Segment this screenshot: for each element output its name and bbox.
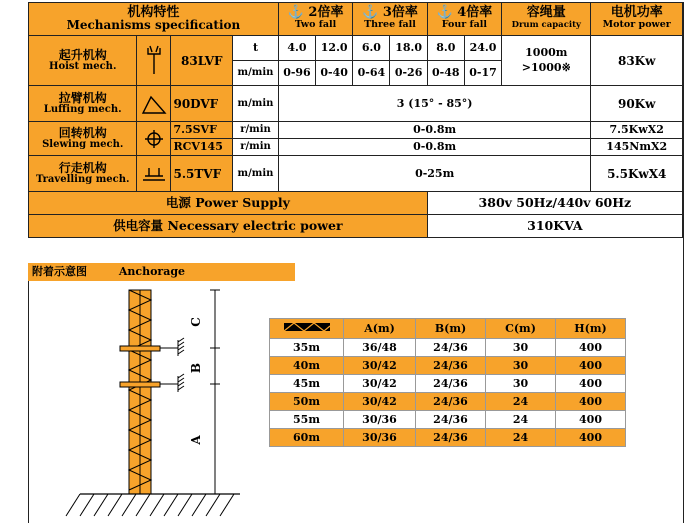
slewing-motor-1: 7.5KwX2 bbox=[591, 122, 683, 139]
dim-label-c: C bbox=[189, 317, 203, 327]
table-row bbox=[270, 375, 626, 393]
frame-line-left bbox=[28, 281, 29, 523]
travelling-motor: 5.5KwX4 bbox=[591, 156, 683, 192]
cell: 4.0 bbox=[278, 36, 315, 61]
hoist-motor: 83Kw bbox=[591, 36, 683, 86]
mechanism-spec-table bbox=[28, 2, 683, 238]
cell: 400 bbox=[556, 357, 626, 375]
header-drum-capacity: 容绳量 Drum capacity bbox=[502, 3, 591, 36]
cell: 24/36 bbox=[416, 429, 486, 447]
dim-label-a: A bbox=[189, 435, 203, 445]
cell: 30 bbox=[486, 357, 556, 375]
header-mechanisms: 机构特性 Mechanisms specification bbox=[29, 3, 279, 36]
cell: 30/42 bbox=[344, 357, 416, 375]
hook-icon: ⚓ bbox=[287, 5, 304, 20]
power-capacity-label: 供电容量 Necessary electric power bbox=[29, 215, 428, 238]
slewing-value-2: 0-0.8m bbox=[278, 139, 591, 156]
cell: 30 bbox=[486, 375, 556, 393]
travelling-unit: m/min bbox=[233, 156, 279, 192]
slewing-value-1: 0-0.8m bbox=[278, 122, 591, 139]
hoist-model: 83LVF bbox=[171, 36, 233, 86]
header-motor-power: 电机功率 Motor power bbox=[591, 3, 683, 36]
cell: 24/36 bbox=[416, 393, 486, 411]
cell: 36/48 bbox=[344, 339, 416, 357]
col-header: C(m) bbox=[486, 319, 556, 339]
header-four-fall: ⚓ 4倍率 Four fall bbox=[427, 3, 501, 36]
slewing-unit-1: r/min bbox=[233, 122, 279, 139]
cell: 400 bbox=[556, 411, 626, 429]
luffing-unit: m/min bbox=[233, 86, 279, 122]
cell: 55m bbox=[270, 411, 344, 429]
anchor-collar-lower bbox=[120, 382, 160, 387]
col-header: A(m) bbox=[344, 319, 416, 339]
hoist-drum-capacity: 1000m >1000※ bbox=[502, 36, 591, 86]
cell: 24 bbox=[486, 393, 556, 411]
slewing-model-1: 7.5SVF bbox=[171, 122, 233, 139]
anchorage-table bbox=[269, 318, 626, 447]
cell: 40m bbox=[270, 357, 344, 375]
cell: 35m bbox=[270, 339, 344, 357]
hook-icon: ⚓ bbox=[436, 5, 453, 20]
table-row bbox=[270, 429, 626, 447]
power-supply-label: 电源 Power Supply bbox=[29, 192, 428, 215]
cell: 45m bbox=[270, 375, 344, 393]
travelling-value: 0-25m bbox=[278, 156, 591, 192]
cell: 30/36 bbox=[344, 429, 416, 447]
frame-line-right bbox=[683, 2, 684, 523]
cell: 30/36 bbox=[344, 411, 416, 429]
hoist-unit-t: t bbox=[233, 36, 279, 61]
hoist-mech-label: 起升机构 Hoist mech. bbox=[29, 36, 137, 86]
slewing-mech-label: 回转机构 Slewing mech. bbox=[29, 122, 137, 156]
anchorage-corner-icon bbox=[270, 319, 344, 339]
luffing-motor: 90Kw bbox=[591, 86, 683, 122]
cell: 6.0 bbox=[353, 36, 390, 61]
hook-icon: ⚓ bbox=[362, 5, 379, 20]
cell: 0-26 bbox=[390, 61, 427, 86]
cell: 24/36 bbox=[416, 339, 486, 357]
cell: 0-96 bbox=[278, 61, 315, 86]
travelling-model: 5.5TVF bbox=[171, 156, 233, 192]
power-supply-value: 380v 50Hz/440v 60Hz bbox=[427, 192, 682, 215]
table-row bbox=[270, 411, 626, 429]
table-row bbox=[270, 357, 626, 375]
hoist-unit-speed: m/min bbox=[233, 61, 279, 86]
slewing-motor-2: 145NmX2 bbox=[591, 139, 683, 156]
travel-icon bbox=[137, 156, 171, 192]
cell: 50m bbox=[270, 393, 344, 411]
ground-hatch bbox=[66, 494, 234, 516]
cell: 0-48 bbox=[427, 61, 464, 86]
cell: 8.0 bbox=[427, 36, 464, 61]
cell: 30 bbox=[486, 339, 556, 357]
travelling-mech-label: 行走机构 Travelling mech. bbox=[29, 156, 137, 192]
cell: 24 bbox=[486, 429, 556, 447]
cell: 0-17 bbox=[464, 61, 501, 86]
col-header: H(m) bbox=[556, 319, 626, 339]
slewing-unit-2: r/min bbox=[233, 139, 279, 156]
anchorage-title-en: Anchorage bbox=[118, 265, 186, 278]
cell: 24/36 bbox=[416, 411, 486, 429]
wall-hatch-lower bbox=[178, 374, 184, 392]
slewing-icon bbox=[137, 122, 171, 156]
wall-hatch-upper bbox=[178, 338, 184, 356]
cell: 0-64 bbox=[353, 61, 390, 86]
cell: 400 bbox=[556, 375, 626, 393]
anchor-collar-upper bbox=[120, 346, 160, 351]
luffing-icon bbox=[137, 86, 171, 122]
cell: 0-40 bbox=[316, 61, 353, 86]
cell: 400 bbox=[556, 393, 626, 411]
anchorage-header bbox=[28, 263, 295, 281]
cell: 30/42 bbox=[344, 393, 416, 411]
cell: 12.0 bbox=[316, 36, 353, 61]
anchorage-title-zh: 附着示意图 bbox=[32, 265, 87, 278]
cell: 60m bbox=[270, 429, 344, 447]
cell: 400 bbox=[556, 339, 626, 357]
header-two-fall: ⚓ 2倍率 Two fall bbox=[278, 3, 352, 36]
table-row bbox=[270, 339, 626, 357]
luffing-model: 90DVF bbox=[171, 86, 233, 122]
cell: 30/42 bbox=[344, 375, 416, 393]
header-three-fall: ⚓ 3倍率 Three fall bbox=[353, 3, 427, 36]
cell: 18.0 bbox=[390, 36, 427, 61]
cell: 24/36 bbox=[416, 375, 486, 393]
cell: 24/36 bbox=[416, 357, 486, 375]
luffing-value: 3 (15° - 85°) bbox=[278, 86, 591, 122]
anchorage-diagram bbox=[60, 282, 260, 523]
cell: 24 bbox=[486, 411, 556, 429]
cell: 400 bbox=[556, 429, 626, 447]
table-row bbox=[270, 393, 626, 411]
dim-label-b: B bbox=[189, 362, 203, 374]
col-header: B(m) bbox=[416, 319, 486, 339]
cell: 24.0 bbox=[464, 36, 501, 61]
hoist-icon bbox=[137, 36, 171, 86]
slewing-model-2: RCV145 bbox=[171, 139, 233, 156]
luffing-mech-label: 拉臂机构 Luffing mech. bbox=[29, 86, 137, 122]
power-capacity-value: 310KVA bbox=[427, 215, 682, 238]
